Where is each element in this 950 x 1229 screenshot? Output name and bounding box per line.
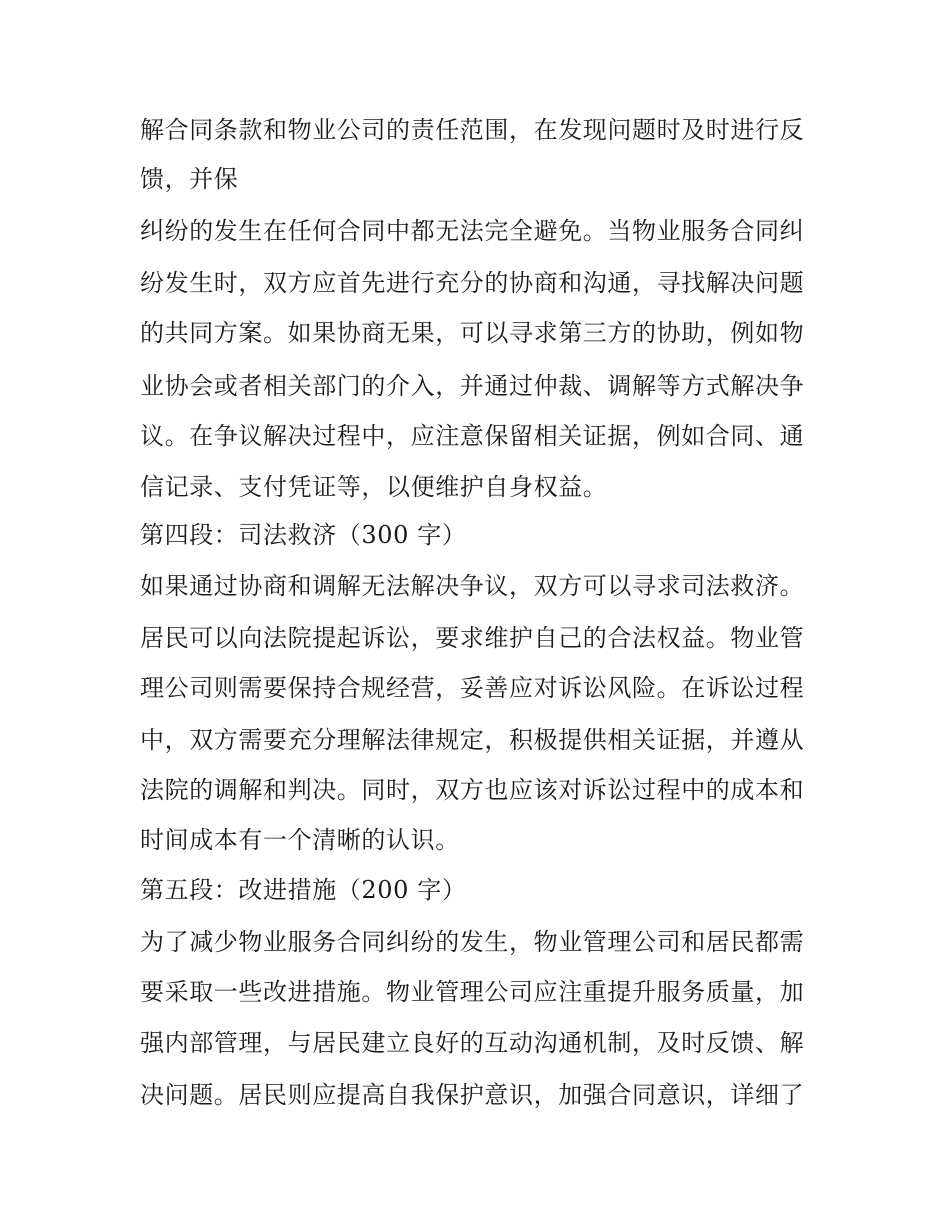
text-line-7: 议。在争议解决过程中，应注意保留相关证据，例如合同、通 [140, 422, 805, 450]
text-line-1: 解合同条款和物业公司的责任范围，在发现问题时及时进行反 [140, 116, 805, 144]
text-line-2: 馈，并保 [140, 165, 239, 193]
text-line-4: 纷发生时，双方应首先进行充分的协商和沟通，寻找解决问题 [140, 269, 805, 297]
text-line-6: 业协会或者相关部门的介入，并通过仲裁、调解等方式解决争 [140, 372, 805, 400]
text-line-20: 决问题。居民则应提高自我保护意识，加强合同意识，详细了 [140, 1081, 805, 1109]
section-heading-4: 第四段：司法救济（300 字） [140, 521, 467, 549]
text-line-17: 为了减少物业服务合同纠纷的发生，物业管理公司和居民都需 [140, 928, 805, 956]
text-line-11: 居民可以向法院提起诉讼，要求维护自己的合法权益。物业管 [140, 624, 805, 652]
text-line-10: 如果通过协商和调解无法解决争议，双方可以寻求司法救济。 [140, 572, 805, 600]
text-line-13: 中，双方需要充分理解法律规定，积极提供相关证据，并遵从 [140, 726, 805, 754]
section-heading-5: 第五段：改进措施（200 字） [140, 876, 467, 904]
text-line-14: 法院的调解和判决。同时，双方也应该对诉讼过程中的成本和 [140, 776, 805, 804]
text-line-3: 纠纷的发生在任何合同中都无法完全避免。当物业服务合同纠 [140, 217, 805, 245]
text-line-12: 理公司则需要保持合规经营，妥善应对诉讼风险。在诉讼过程 [140, 674, 805, 702]
text-line-5: 的共同方案。如果协商无果，可以寻求第三方的协助，例如物 [140, 319, 805, 347]
text-line-18: 要采取一些改进措施。物业管理公司应注重提升服务质量，加 [140, 978, 805, 1006]
text-line-8: 信记录、支付凭证等，以便维护自身权益。 [140, 473, 608, 501]
text-line-15: 时间成本有一个清晰的认识。 [140, 826, 460, 854]
text-line-19: 强内部管理，与居民建立良好的互动沟通机制，及时反馈、解 [140, 1029, 805, 1057]
